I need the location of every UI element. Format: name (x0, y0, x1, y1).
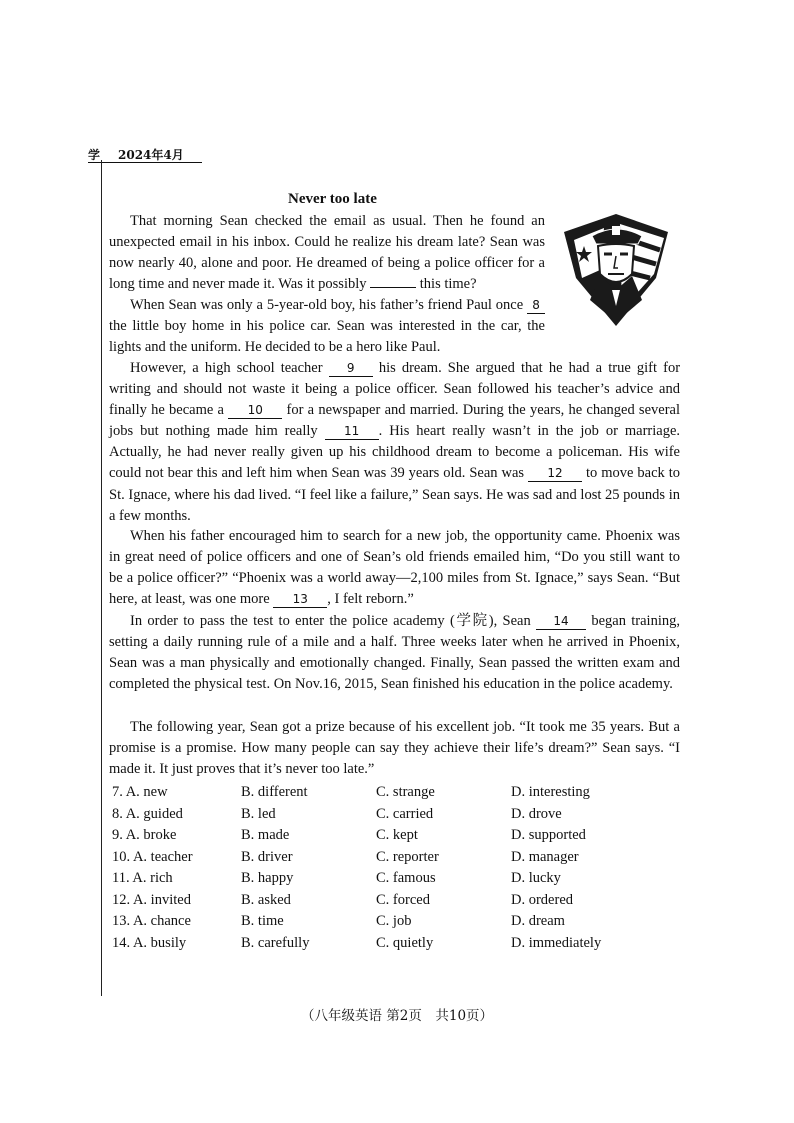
blank-14: 14 (536, 613, 586, 630)
article-title: Never too late (288, 191, 377, 207)
blank-11: 11 (325, 423, 379, 440)
blank-12: 12 (528, 465, 582, 482)
paragraph-2: When Sean was only a 5-year-old boy, his father’s friend Paul once 8 the little boy home in his police car. Sean was interested in the car, the lights and the uniform. He decided to be a hero like Paul. (109, 297, 545, 356)
blank-7 (370, 287, 416, 288)
margin-rule (101, 160, 102, 996)
blank-13: 13 (273, 591, 327, 608)
police-officer-illustration (560, 210, 672, 330)
paragraph-3: However, a high school teacher 9 his dream. She argued that he had a true gift for writing and should not waste it being a police officer. Sean followed his teacher’s advice and finally he became a 10 for a newspaper and married. During the years, he changed several jobs but nothing made him really 11 . His heart really wasn’t in the job or marriage. Actually, he had never really given up his childhood dream to become a policeman. His wife could not bear this and left him when Sean was 39 years old. Sean was 12 to move back to St. Ignace, where his dad lived. “I feel like a failure,” Sean says. He was sad and lost 25 pounds in a few months. (109, 360, 681, 524)
exam-header (88, 144, 202, 163)
blank-10: 10 (228, 402, 282, 419)
paragraph-4: When his father encouraged him to search for a new job, the opportunity came. Phoenix was in great need of police officers and one of Sean’s old friends emailed him, “Do you still want to be a police officer?” “Phoenix was a world away—2,100 miles from St. Ignace,” says Sean. “But here, at least, was one more 13 , I felt reborn.” (109, 528, 680, 608)
header-subject: 学 (88, 148, 101, 162)
page-footer: （八年级英语 第2页 共10页） (300, 1008, 494, 1024)
blank-8: 8 (527, 297, 545, 314)
paragraph-1: That morning Sean checked the email as usual. Then he found an unexpected email in his inbox. Could he realize his dream late? Sean was now nearly 40, alone and poor. He dreamed of being a police officer for a long time and never made it. Was it possibly this time? (109, 213, 545, 293)
blank-9: 9 (329, 360, 373, 377)
paragraph-6: The following year, Sean got a prize because of his excellent job. “It took me 35 years. But a promise is a promise. How many people can say they achieve their life’s dream?” Sean says. “I made it. It just proves that it’s never too late.” (109, 719, 680, 778)
header-date: 2024年4月 (118, 148, 184, 162)
paragraph-5: In order to pass the test to enter the police academy (学院), Sean 14 began training, setting a daily running rule of a mile and a half. Three weeks later when he arrived in Phoenix, Sean was a man physically and emotionally changed. Finally, Sean passed the written exam and completed the physical test. On Nov.16, 2015, Sean finished his education in the police academy. (109, 613, 680, 693)
